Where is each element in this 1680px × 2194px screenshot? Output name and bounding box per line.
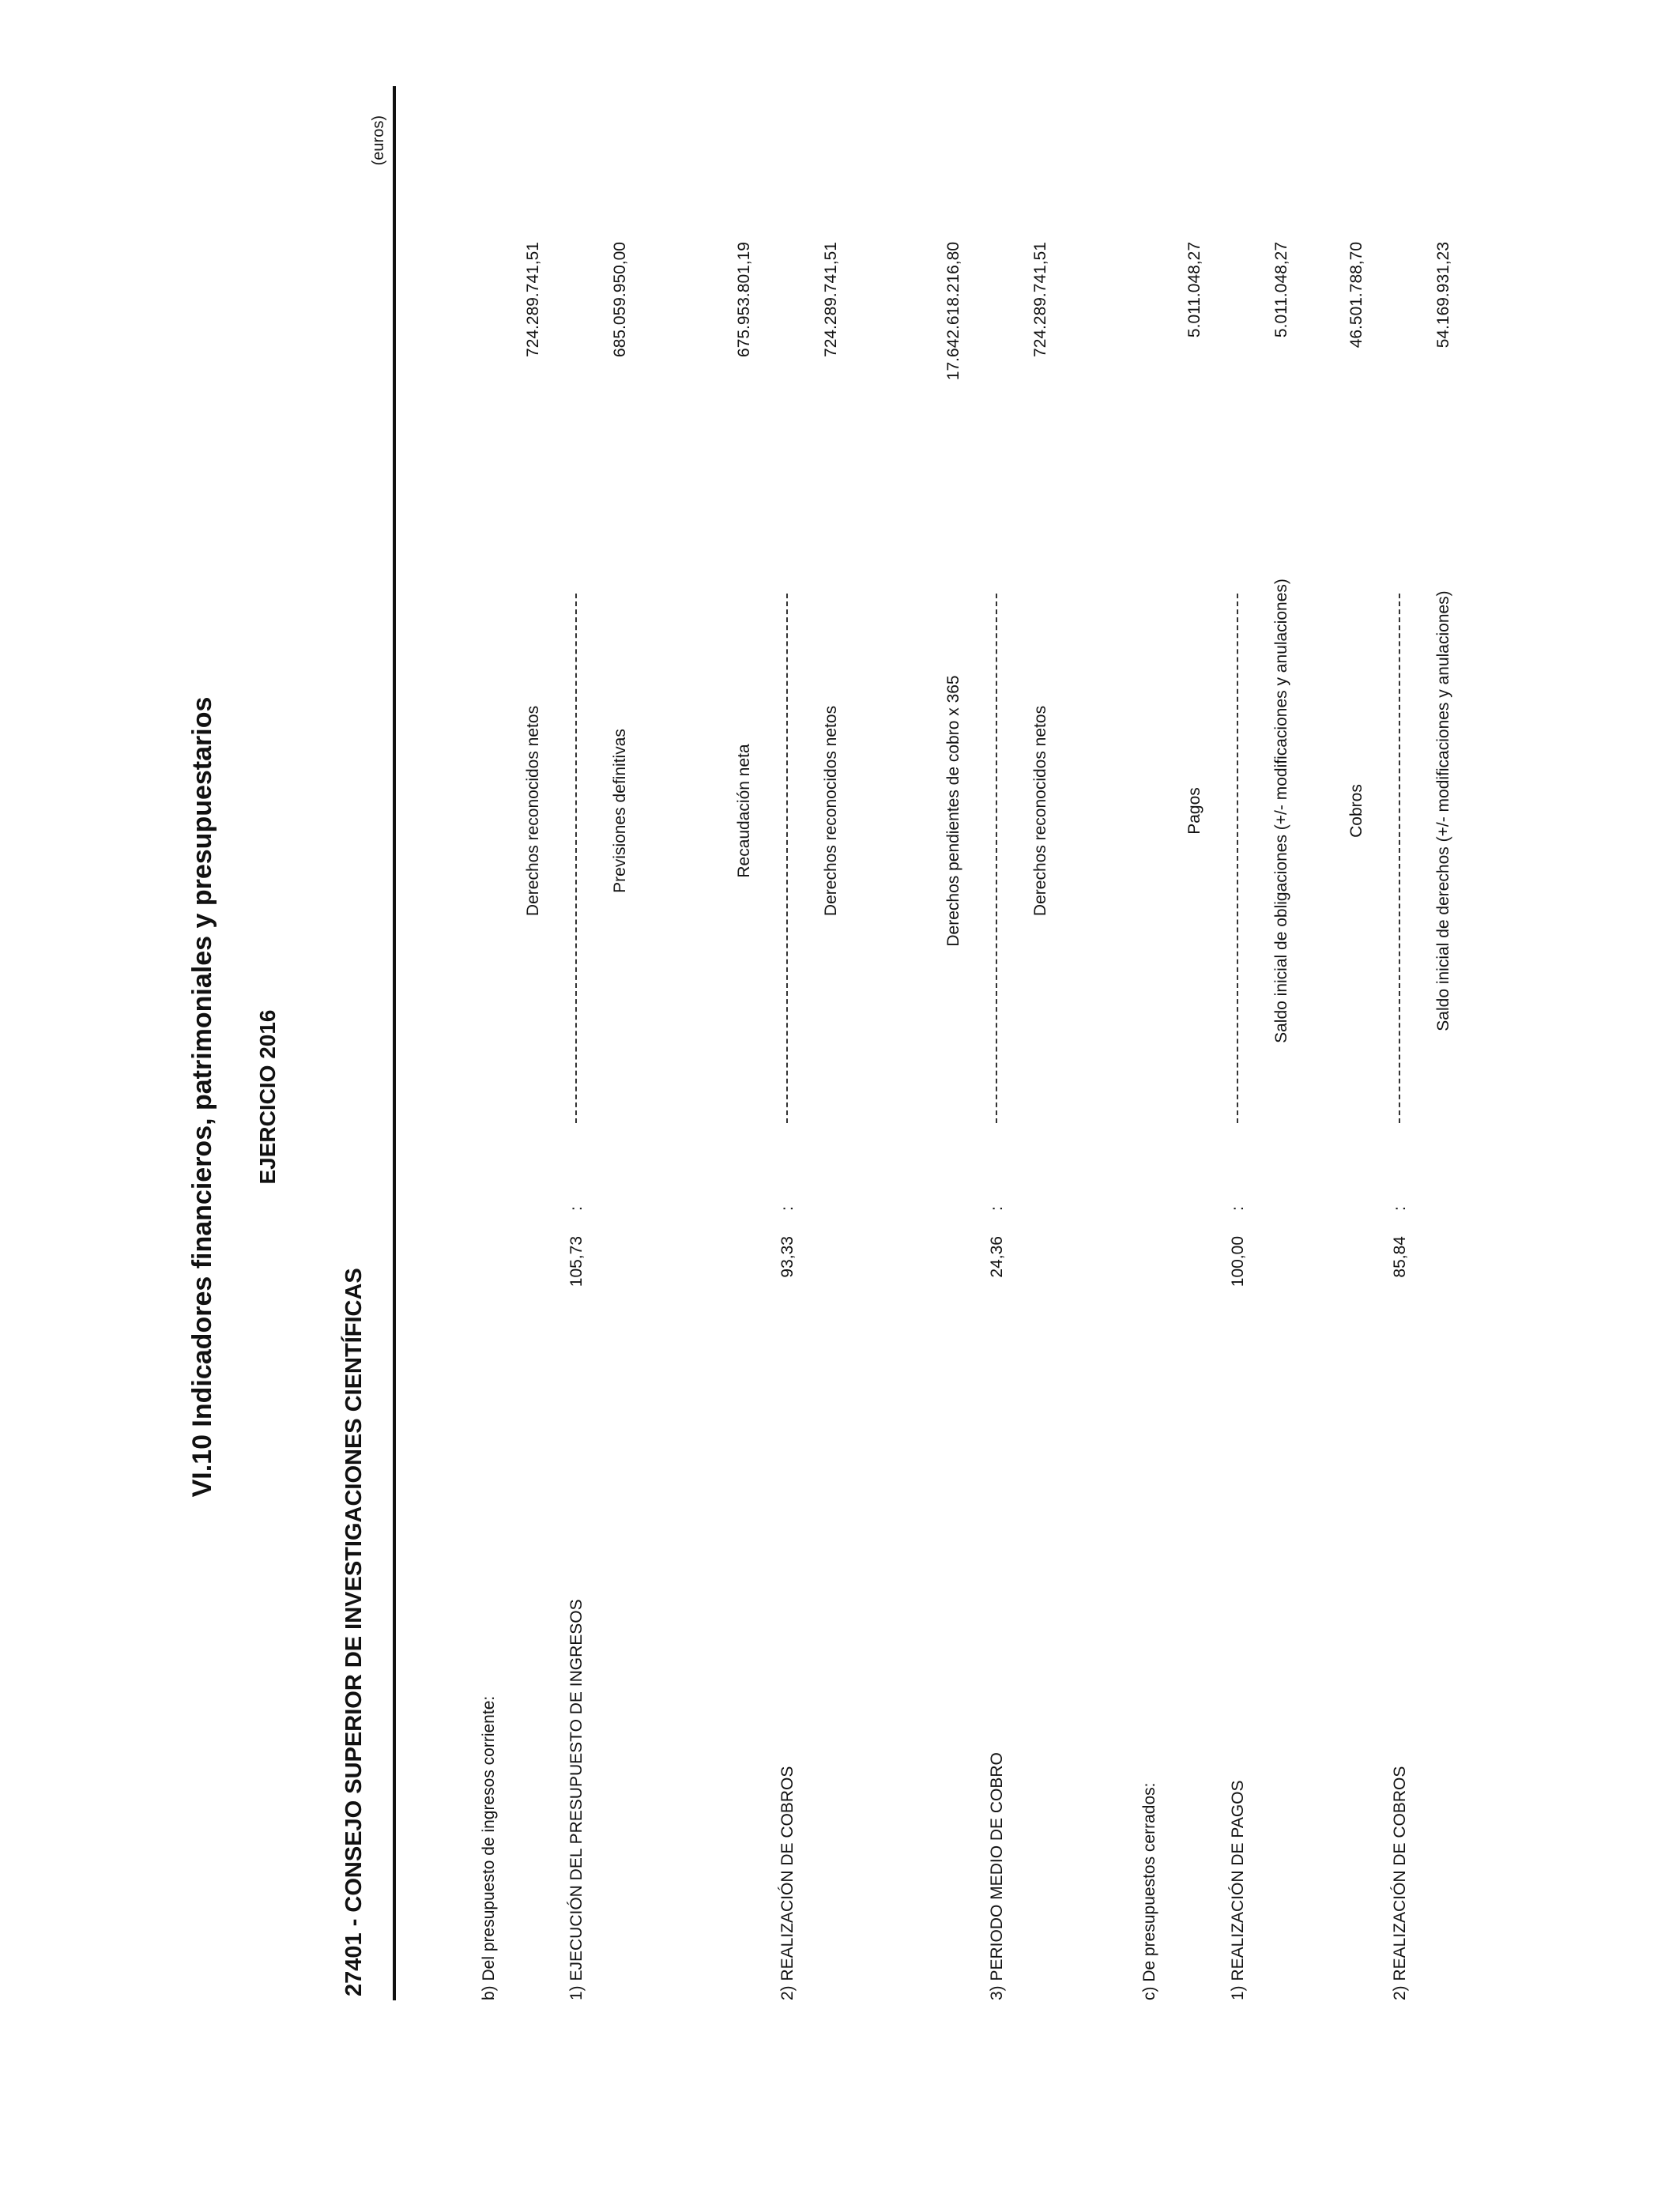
page-title: VI.10 Indicadores financieros, patrimoniales y presupuestarios	[187, 696, 217, 1498]
denominator-amount: 724.289.741,51	[822, 242, 840, 357]
numerator-amount: 46.501.788,70	[1347, 242, 1365, 349]
fraction-line	[1237, 594, 1238, 1123]
indicator-label: 3) PERIODO MEDIO DE COBRO	[988, 1752, 1006, 2000]
section-corriente-heading: b) Del presupuesto de ingresos corriente:	[480, 1695, 498, 2000]
colon-separator: :	[567, 1206, 586, 1211]
denominator-amount: 724.289.741,51	[1031, 242, 1049, 357]
denominator-label: Saldo inicial de derechos (+/- modificaciones y anulaciones)	[1434, 590, 1452, 1031]
denominator-amount: 685.059.950,00	[611, 242, 629, 357]
numerator-amount: 724.289.741,51	[524, 242, 542, 357]
colon-separator: :	[1229, 1206, 1247, 1211]
denominator-label: Previsiones definitivas	[611, 729, 629, 893]
numerator-label: Derechos reconocidos netos	[524, 705, 542, 917]
indicator-label: 1) REALIZACIÓN DE PAGOS	[1229, 1780, 1247, 2000]
colon-separator: :	[1391, 1206, 1409, 1211]
indicator-value: 93,33	[778, 1236, 797, 1278]
fraction-line	[996, 594, 997, 1123]
colon-separator: :	[988, 1206, 1006, 1211]
indicator-value: 24,36	[988, 1236, 1006, 1278]
indicator-value: 105,73	[567, 1236, 586, 1287]
numerator-label: Recaudación neta	[735, 744, 753, 878]
numerator-label: Derechos pendientes de cobro x 365	[944, 675, 962, 947]
numerator-label: Cobros	[1347, 784, 1365, 838]
numerator-amount: 5.011.048,27	[1185, 242, 1203, 338]
denominator-amount: 54.169.931,23	[1434, 242, 1452, 349]
entity-title: 27401 - CONSEJO SUPERIOR DE INVESTIGACIONES CIENTÍFICAS	[341, 1268, 367, 1996]
fraction-line	[786, 594, 788, 1123]
numerator-label: Pagos	[1185, 787, 1203, 835]
colon-separator: :	[778, 1206, 797, 1211]
indicator-label: 2) REALIZACIÓN DE COBROS	[1391, 1766, 1409, 2000]
units-label: (euros)	[370, 115, 387, 166]
fraction-line	[575, 594, 577, 1123]
denominator-label: Saldo inicial de obligaciones (+/- modificaciones y anulaciones)	[1272, 579, 1290, 1043]
indicator-value: 85,84	[1391, 1236, 1409, 1278]
denominator-label: Derechos reconocidos netos	[1031, 705, 1049, 917]
indicator-value: 100,00	[1229, 1236, 1247, 1287]
ejercicio-label: EJERCICIO 2016	[255, 1009, 280, 1185]
denominator-amount: 5.011.048,27	[1272, 242, 1290, 338]
indicator-label: 2) REALIZACIÓN DE COBROS	[778, 1766, 797, 2000]
fraction-line	[1399, 594, 1400, 1123]
section-cerrados-heading: c) De presupuestos cerrados:	[1140, 1782, 1158, 2000]
indicator-label: 1) EJECUCIÓN DEL PRESUPUESTO DE INGRESOS	[567, 1599, 586, 2000]
numerator-amount: 675.953.801,19	[735, 242, 753, 357]
numerator-amount: 17.642.618.216,80	[944, 242, 962, 381]
header-rule	[393, 86, 396, 2000]
denominator-label: Derechos reconocidos netos	[822, 705, 840, 917]
